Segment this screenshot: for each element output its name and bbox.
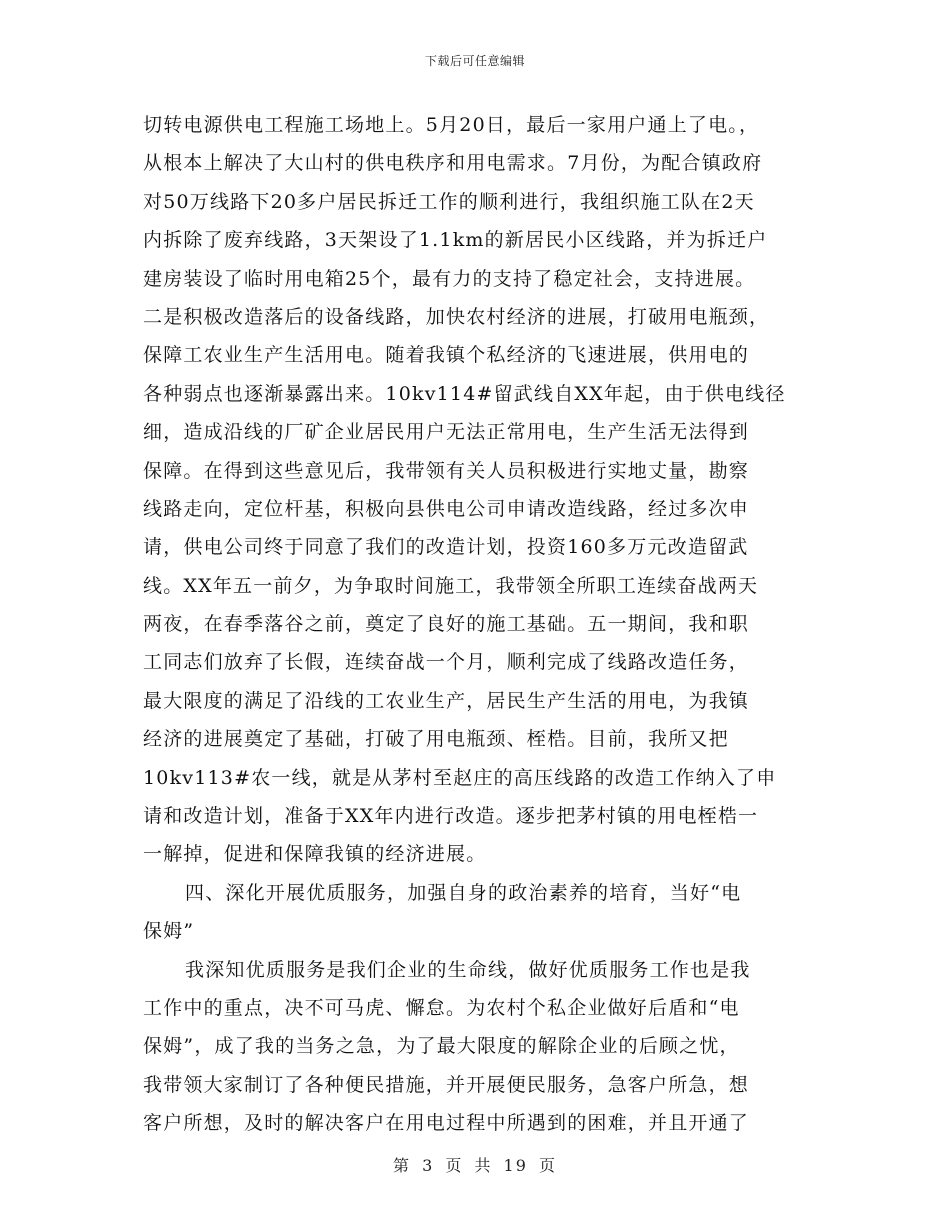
text-line: 经济的进展奠定了基础，打破了用电瓶颈、桎梏。目前，我所又把 <box>143 728 729 751</box>
text-line: 内拆除了废弃线路，3天架设了1.1km的新居民小区线路，并为拆迁户 <box>143 229 768 252</box>
text-line: 请，供电公司终于同意了我们的改造计划，投资160多万元改造留武 <box>143 536 749 559</box>
text-line: 我深知优质服务是我们企业的生命线，做好优质服务工作也是我 <box>185 958 751 981</box>
text-line: 保障工农业生产生活用电。随着我镇个私经济的飞速进展，供用电的 <box>143 344 750 367</box>
text-line: 保障。在得到这些意见后，我带领有关人员积极进行实地丈量，勘察 <box>143 459 750 482</box>
text-line: 最大限度的满足了沿线的工农业生产，居民生产生活的用电，为我镇 <box>143 689 750 712</box>
text-line: 细，造成沿线的厂矿企业居民用户无法正常用电，生产生活无法得到 <box>143 421 750 444</box>
text-line: 建房装设了临时用电箱25个，最有力的支持了稳定社会，支持进展。 <box>143 267 756 290</box>
text-line: 二是积极改造落后的设备线路，加快农村经济的进展，打破用电瓶颈， <box>143 305 770 328</box>
text-line: 我带领大家制订了各种便民措施，并开展便民服务，急客户所急，想 <box>143 1073 750 1096</box>
text-line: 保姆”，成了我的当务之急，为了最大限度的解除企业的后顾之忧， <box>143 1035 740 1058</box>
page-header: 下载后可任意编辑 <box>424 54 525 68</box>
text-line: 工同志们放弃了长假，连续奋战一个月，顺利完成了线路改造任务， <box>143 651 750 674</box>
text-line: 请和改造计划，准备于XX年内进行改造。逐步把茅村镇的用电桎梏一 <box>143 805 759 828</box>
text-line: 一解掉，促进和保障我镇的经济进展。 <box>143 843 487 866</box>
body-text <box>143 106 807 1143</box>
text-line: 10kv113#农一线，就是从茅村至赵庄的高压线路的改造工作纳入了申 <box>143 766 777 789</box>
text-line: 两夜，在春季落谷之前，奠定了良好的施工基础。五一期间，我和职 <box>143 613 750 636</box>
text-line: 切转电源供电工程施工场地上。5月20日，最后一家用户通上了电。， <box>143 114 760 136</box>
text-line: 各种弱点也逐渐暴露出来。10kv114#留武线自XX年起，由于供电线径 <box>143 382 786 405</box>
text-line: 对50万线路下20多户居民拆迁工作的顺利进行，我组织施工队在2天 <box>143 190 755 213</box>
text-line: 线路走向，定位杆基，积极向县供电公司申请改造线路，经过多次申 <box>143 497 750 520</box>
text-line: 客户所想，及时的解决客户在用电过程中所遇到的困难，并且开通了 <box>143 1112 750 1135</box>
text-line: 保姆” <box>143 920 195 943</box>
text-line: 工作中的重点，决不可马虎、懈怠。为农村个私企业做好后盾和“电 <box>143 996 740 1019</box>
page-footer: 第 3 页 共 19 页 <box>393 1156 557 1175</box>
text-line: 从根本上解决了大山村的供电秩序和用电需求。7月份，为配合镇政府 <box>143 152 763 175</box>
text-line: 线。XX年五一前夕，为争取时间施工，我带领全所职工连续奋战两天 <box>143 574 759 597</box>
text-line: 四、深化开展优质服务，加强自身的政治素养的培育，当好“电 <box>185 881 742 904</box>
